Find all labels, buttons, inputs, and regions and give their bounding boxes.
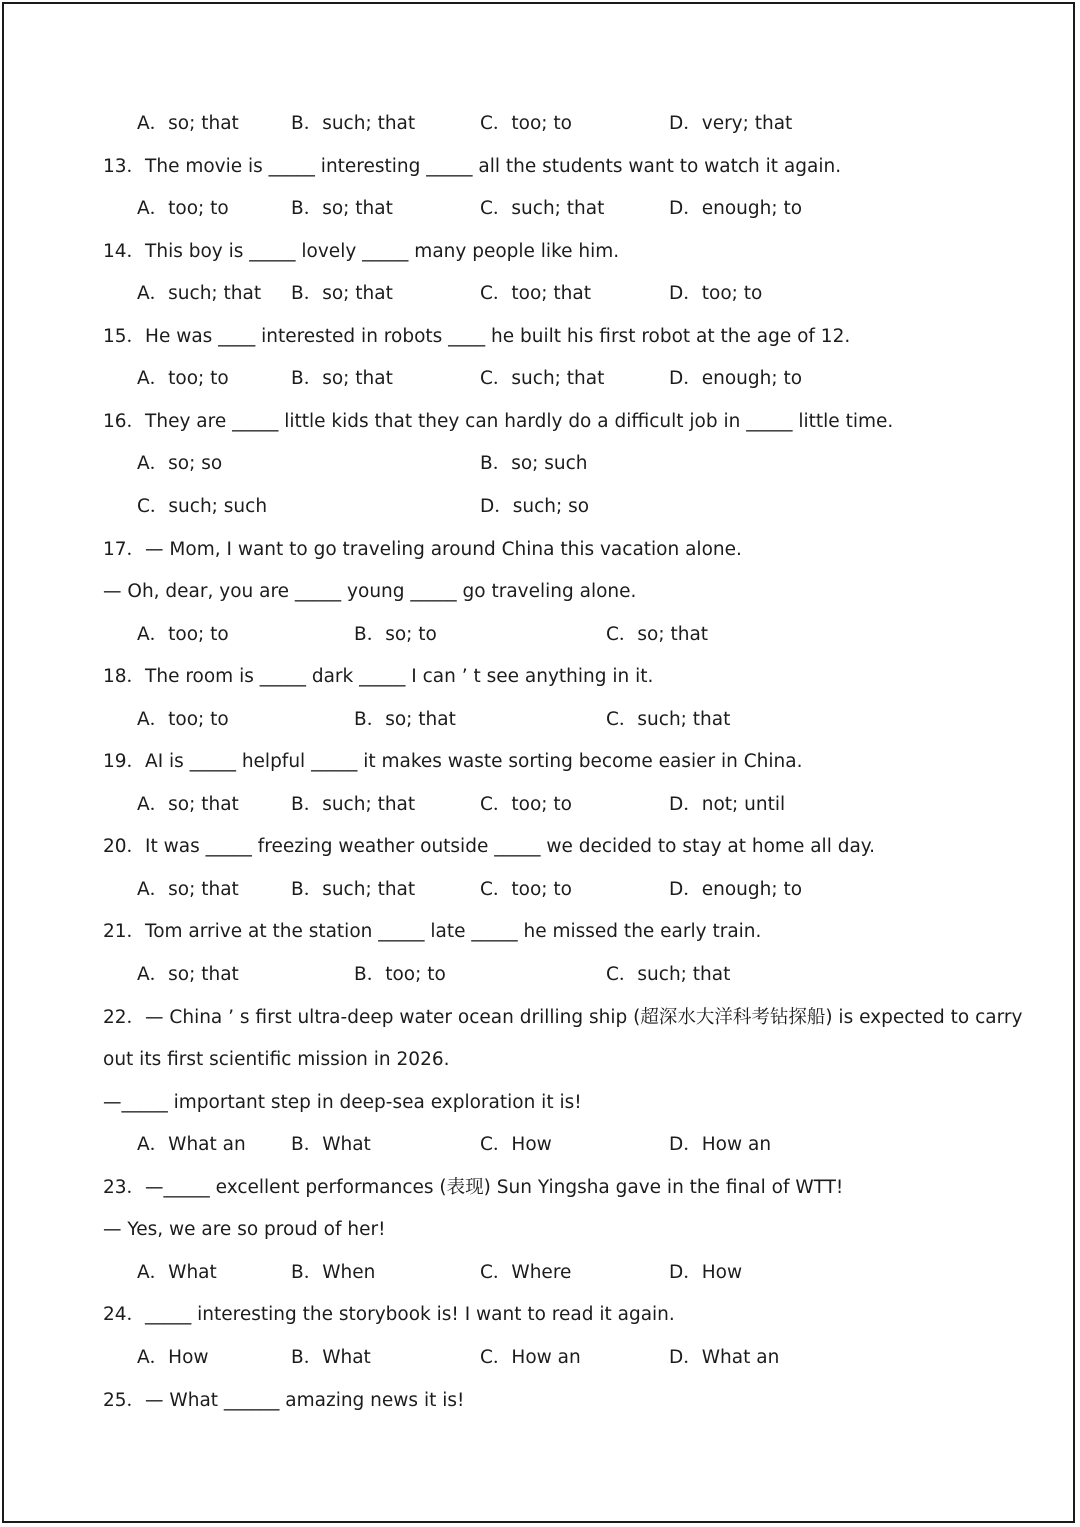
answer-option: B．such; that [291,113,416,134]
answer-option: C．too; to [480,879,572,900]
question-text: 22．— China ’ s first ultra-deep water ocean drilling ship (超深水大洋科考钻探船) is expected to carry [103,1007,1023,1028]
question-text: — Yes, we are so proud of her! [103,1219,386,1240]
answer-option: D．such; so [480,496,590,517]
answer-option: B．so; that [291,283,393,304]
answer-option: B．such; that [291,879,416,900]
question-text: 16．They are _____ little kids that they can hardly do a difficult job in _____ little time. [103,411,894,432]
answer-option: C．too; that [480,283,591,304]
question-text: 13．The movie is _____ interesting _____ all the students want to watch it again. [103,156,842,177]
answer-option: A．too; to [137,624,229,645]
answer-option: C．How [480,1134,552,1155]
answer-option: C．too; to [480,794,572,815]
question-text: — Oh, dear, you are _____ young _____ go traveling alone. [103,581,637,602]
answer-option: A．such; that [137,283,262,304]
answer-option: B．What [291,1134,371,1155]
answer-option: A．What an [137,1134,246,1155]
question-text: —_____ important step in deep-sea exploration it is! [103,1092,582,1113]
answer-option: A．so; so [137,453,223,474]
question-text: 24．_____ interesting the storybook is! I want to read it again. [103,1304,675,1325]
question-text: 20．It was _____ freezing weather outside _____ we decided to stay at home all day. [103,836,875,857]
question-text: 25．— What ______ amazing news it is! [103,1390,465,1411]
answer-option: D．What an [669,1347,780,1368]
question-text: 14．This boy is _____ lovely _____ many people like him. [103,241,620,262]
answer-option: A．How [137,1347,209,1368]
answer-option: B．too; to [354,964,446,985]
answer-option: D．How [669,1262,743,1283]
answer-option: D．How an [669,1134,772,1155]
question-text: 17．— Mom, I want to go traveling around China this vacation alone. [103,539,742,560]
answer-option: A．so; that [137,794,239,815]
question-text: 21．Tom arrive at the station _____ late _____ he missed the early train. [103,921,762,942]
answer-option: A．so; that [137,879,239,900]
answer-option: C．such; that [480,198,605,219]
answer-option: C．such; that [606,964,731,985]
answer-option: D．enough; to [669,368,803,389]
answer-option: B．so; to [354,624,437,645]
answer-option: A．so; that [137,964,239,985]
answer-option: B．so; that [354,709,456,730]
question-text: 15．He was ____ interested in robots ____ he built his first robot at the age of 12. [103,326,851,347]
answer-option: B．What [291,1347,371,1368]
answer-option: B．so; that [291,368,393,389]
answer-option: A．What [137,1262,217,1283]
question-text: out its first scientific mission in 2026. [103,1049,450,1070]
answer-option: C．too; to [480,113,572,134]
answer-option: C．such; such [137,496,268,517]
answer-option: D．not; until [669,794,786,815]
answer-option: B．so; that [291,198,393,219]
question-text: 19．AI is _____ helpful _____ it makes waste sorting become easier in China. [103,751,803,772]
answer-option: D．too; to [669,283,763,304]
answer-option: C．such; that [606,709,731,730]
answer-option: C．How an [480,1347,581,1368]
answer-option: B．such; that [291,794,416,815]
answer-option: A．too; to [137,709,229,730]
answer-option: A．too; to [137,198,229,219]
answer-option: C．so; that [606,624,709,645]
answer-option: D．very; that [669,113,793,134]
question-text: 18．The room is _____ dark _____ I can ’ t see anything in it. [103,666,654,687]
answer-option: A．so; that [137,113,239,134]
answer-option: C．such; that [480,368,605,389]
answer-option: D．enough; to [669,198,803,219]
answer-option: C．Where [480,1262,572,1283]
answer-option: A．too; to [137,368,229,389]
answer-option: D．enough; to [669,879,803,900]
answer-option: B．When [291,1262,376,1283]
question-text: 23．—_____ excellent performances (表现) Sun Yingsha gave in the final of WTT! [103,1177,844,1198]
answer-option: B．so; such [480,453,588,474]
